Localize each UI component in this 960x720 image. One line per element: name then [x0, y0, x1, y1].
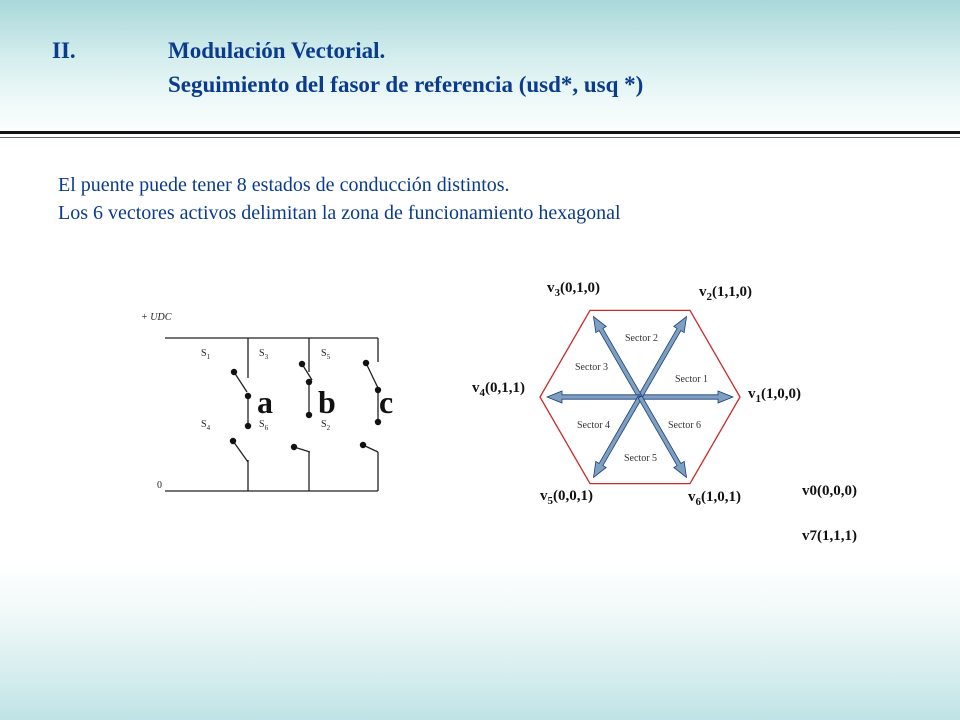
- switch-label-s5: $S_5$: [321, 348, 331, 361]
- switch-label-s6: $S_6$: [259, 419, 269, 432]
- switch-label-s1: $S_1$: [201, 348, 211, 361]
- zero-vector-v0: v0(0,0,0): [802, 483, 857, 499]
- zero-vector-v7: v7(1,1,1): [802, 528, 857, 544]
- vector-label-v4: $v_4(0,1,1)$: [472, 380, 525, 399]
- sector-label-1: Sector 1: [675, 374, 709, 385]
- phase-label-a: a: [257, 384, 273, 420]
- switch-contacts: [230, 360, 381, 450]
- vector-arrow-v5: [594, 396, 642, 478]
- section-number: II.: [52, 38, 76, 63]
- vector-label-v1: $v_1(1,0,0)$: [748, 386, 801, 405]
- vector-arrow-v6: [638, 396, 686, 478]
- supply-label: + UDC: [141, 312, 172, 323]
- vector-label-v6: $v_6(1,0,1)$: [688, 489, 741, 508]
- phase-label-b: b: [318, 384, 336, 420]
- sector-label-5: Sector 5: [624, 453, 658, 464]
- switch-label-s3: $S_3$: [259, 348, 269, 361]
- body-line-1: El puente puede tener 8 estados de conducción distintos.: [58, 174, 510, 196]
- switch-blade: [234, 372, 247, 392]
- switch-blade: [366, 363, 378, 388]
- vector-label-v3: $v_3(0,1,0)$: [547, 280, 600, 299]
- sector-label-2: Sector 2: [625, 333, 659, 344]
- switch-label-s4: $S_4$: [201, 419, 211, 432]
- vector-arrow-v4: [547, 391, 640, 403]
- body-line-2: Los 6 vectores activos delimitan la zona de funcionamiento hexagonal: [58, 202, 621, 224]
- vector-arrow-v3: [594, 317, 642, 399]
- switch-label-s2: $S_2$: [321, 419, 331, 432]
- vector-label-v2: $v_2(1,1,0)$: [699, 284, 752, 303]
- ground-label: 0: [157, 480, 162, 491]
- vector-arrow-v1: [640, 391, 733, 403]
- vector-label-v5: $v_5(0,0,1)$: [540, 488, 593, 507]
- slide-subtitle: Seguimiento del fasor de referencia (usd*, usq *): [168, 72, 644, 97]
- vector-arrow-v2: [638, 317, 686, 399]
- phase-label-c: c: [379, 384, 394, 420]
- switch-blade: [233, 441, 248, 462]
- slide-title: Modulación Vectorial.: [168, 38, 386, 63]
- sector-label-3: Sector 3: [575, 362, 609, 373]
- sector-label-4: Sector 4: [577, 420, 611, 431]
- sector-label-6: Sector 6: [668, 420, 702, 431]
